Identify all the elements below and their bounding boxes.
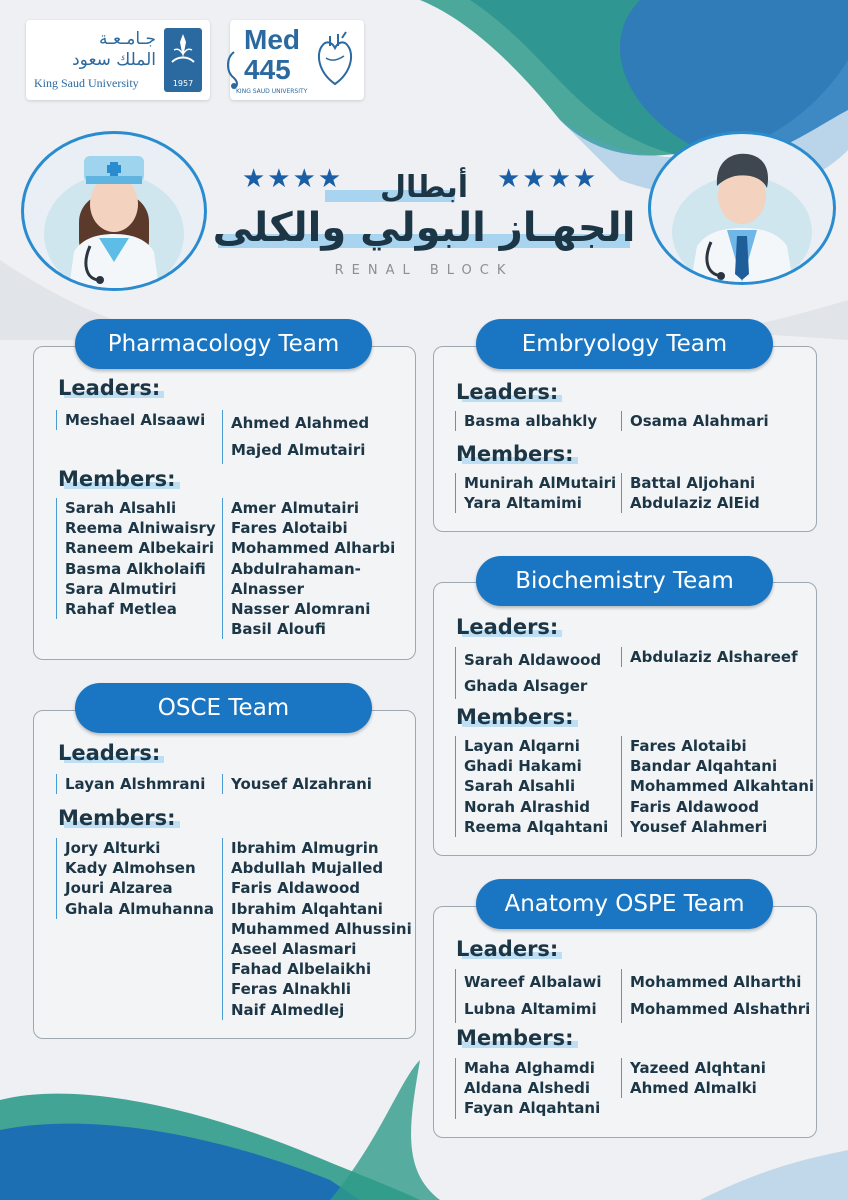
list-item: Mohammed Alharbi xyxy=(231,539,396,558)
list-item: Abdulaziz Alshareef xyxy=(630,648,798,666)
list-item: Sarah Alsahli xyxy=(65,499,177,517)
pharmacology-leaders-heading: Leaders: xyxy=(58,376,160,400)
anatomy-members-heading: Members: xyxy=(456,1026,574,1050)
list-item: Faris Aldawood xyxy=(231,879,360,898)
list-item: Lubna Altamimi xyxy=(464,1000,597,1018)
ksu-logo xyxy=(26,20,210,100)
pharmacology-members-heading: Members: xyxy=(58,467,176,491)
embryology-team-title: Embryology Team xyxy=(476,319,773,369)
list-item: Aseel Alasmari xyxy=(231,940,357,959)
list-item: Layan Alqarni xyxy=(464,737,580,755)
embryology-leaders-col2 xyxy=(621,411,769,431)
list-item: Ahmed Alahmed xyxy=(231,414,370,432)
embryology-members-col2 xyxy=(621,473,760,513)
anatomy-leaders-col1 xyxy=(455,969,602,1023)
med-number: 445 xyxy=(244,54,291,85)
osce-leaders-col2 xyxy=(222,774,372,794)
pharmacology-members-col2 xyxy=(222,498,395,639)
list-item: Wareef Albalawi xyxy=(464,973,602,991)
biochemistry-members-heading: Members: xyxy=(456,705,574,729)
embryology-leaders-col1 xyxy=(455,411,597,431)
med445-logo xyxy=(230,20,364,100)
list-item: Alnasser xyxy=(231,579,304,598)
osce-leaders-col1 xyxy=(56,774,205,794)
list-item: Ibrahim Alqahtani xyxy=(231,899,383,918)
list-item: Yousef Alahmeri xyxy=(630,817,768,836)
list-item: Bandar Alqahtani xyxy=(630,757,778,776)
list-item: Yara Altamimi xyxy=(464,494,582,513)
list-item: Osama Alahmari xyxy=(630,412,769,430)
block-subtitle: RENAL BLOCK xyxy=(334,263,514,278)
osce-members-heading: Members: xyxy=(58,806,176,830)
pharmacology-members-col1 xyxy=(56,498,216,619)
ksu-english-name: King Saud University xyxy=(34,76,139,90)
ksu-year: 1957 xyxy=(172,79,194,88)
list-item: Muhammed Alhussini xyxy=(231,919,412,938)
list-item: Fares Alotaibi xyxy=(231,519,348,538)
list-item: Jouri Alzarea xyxy=(65,879,173,898)
osce-team-title: OSCE Team xyxy=(75,683,372,733)
anatomical-heart-icon xyxy=(312,28,358,90)
list-item: Ghadi Hakami xyxy=(464,757,582,776)
ksu-emblem-icon xyxy=(164,28,202,92)
title-arabic-line1: أبطال xyxy=(379,170,469,205)
list-item: Mohammed Alshathri xyxy=(630,1000,811,1018)
embryology-members-heading: Members: xyxy=(456,442,574,466)
title-stars-right-icon: ★★★★ xyxy=(497,164,599,194)
list-item: Abdulrahaman- xyxy=(231,559,361,578)
embryology-leaders-heading: Leaders: xyxy=(456,380,558,404)
ksu-arabic-name-line1: جـامـعـة xyxy=(98,29,156,49)
biochemistry-leaders-heading: Leaders: xyxy=(456,615,558,639)
list-item: Maha Alghamdi xyxy=(464,1059,595,1077)
list-item: Basma Alkholaifi xyxy=(65,559,206,578)
list-item: Battal Aljohani xyxy=(630,474,756,492)
osce-members-col2 xyxy=(222,838,412,1020)
list-item: Aldana Alshedi xyxy=(464,1079,591,1098)
ksu-arabic-name-line2: الملك سعود xyxy=(72,50,156,70)
list-item: Abdulaziz AlEid xyxy=(630,494,760,513)
list-item: Majed Almutairi xyxy=(231,441,366,459)
list-item: Layan Alshmrani xyxy=(65,775,206,793)
title-arabic-line2: الجهـاز البولي والكلى xyxy=(212,205,636,251)
med-subtitle: KING SAUD UNIVERSITY xyxy=(236,88,308,95)
list-item: Raneem Albekairi xyxy=(65,539,214,558)
list-item: Sarah Aldawood xyxy=(464,651,602,669)
list-item: Fayan Alqahtani xyxy=(464,1099,601,1118)
list-item: Reema Alqahtani xyxy=(464,817,609,836)
biochemistry-team-title: Biochemistry Team xyxy=(476,556,773,606)
list-item: Feras Alnakhli xyxy=(231,980,351,999)
list-item: Faris Aldawood xyxy=(630,797,759,816)
pharmacology-leaders-col2 xyxy=(222,410,369,464)
anatomy-leaders-col2 xyxy=(621,969,810,1023)
embryology-members-col1 xyxy=(455,473,616,513)
biochemistry-leaders-col1 xyxy=(455,647,601,699)
title-stars-left-icon: ★★★★ xyxy=(242,164,344,194)
list-item: Amer Almutairi xyxy=(231,499,360,517)
list-item: Rahaf Metlea xyxy=(65,600,177,619)
list-item: Fares Alotaibi xyxy=(630,737,747,755)
biochemistry-members-col1 xyxy=(455,736,608,837)
osce-members-col1 xyxy=(56,838,214,919)
anatomy-leaders-heading: Leaders: xyxy=(456,937,558,961)
list-item: Mohammed Alkahtani xyxy=(630,777,815,796)
list-item: Nasser Alomrani xyxy=(231,600,371,619)
list-item: Kady Almohsen xyxy=(65,859,196,878)
list-item: Ghada Alsager xyxy=(464,677,588,695)
anatomy-members-col2 xyxy=(621,1058,766,1098)
pharmacology-leaders-col1 xyxy=(56,410,205,430)
list-item: Sara Almutiri xyxy=(65,579,177,598)
biochemistry-leaders-col2 xyxy=(621,647,798,667)
anatomy-ospe-team-title: Anatomy OSPE Team xyxy=(476,879,773,929)
pharmacology-team-title: Pharmacology Team xyxy=(75,319,372,369)
med-word: Med xyxy=(244,24,300,55)
list-item: Naif Almedlej xyxy=(231,1000,345,1019)
list-item: Norah Alrashid xyxy=(464,797,591,816)
list-item: Meshael Alsaawi xyxy=(65,411,206,429)
stethoscope-icon xyxy=(222,50,246,90)
osce-leaders-heading: Leaders: xyxy=(58,741,160,765)
list-item: Yousef Alzahrani xyxy=(231,775,372,793)
list-item: Abdullah Mujalled xyxy=(231,859,384,878)
list-item: Mohammed Alharthi xyxy=(630,973,802,991)
list-item: Ibrahim Almugrin xyxy=(231,839,379,857)
list-item: Ghala Almuhanna xyxy=(65,899,214,918)
list-item: Yazeed Alqhtani xyxy=(630,1059,766,1077)
biochemistry-members-col2 xyxy=(621,736,814,837)
list-item: Ahmed Almalki xyxy=(630,1079,757,1098)
list-item: Reema Alniwaisry xyxy=(65,519,216,538)
list-item: Jory Alturki xyxy=(65,839,161,857)
list-item: Sarah Alsahli xyxy=(464,777,576,796)
list-item: Munirah AlMutairi xyxy=(464,474,617,492)
list-item: Fahad Albelaikhi xyxy=(231,960,372,979)
list-item: Basma albahkly xyxy=(464,412,598,430)
list-item: Basil Aloufi xyxy=(231,620,326,639)
anatomy-members-col1 xyxy=(455,1058,600,1119)
